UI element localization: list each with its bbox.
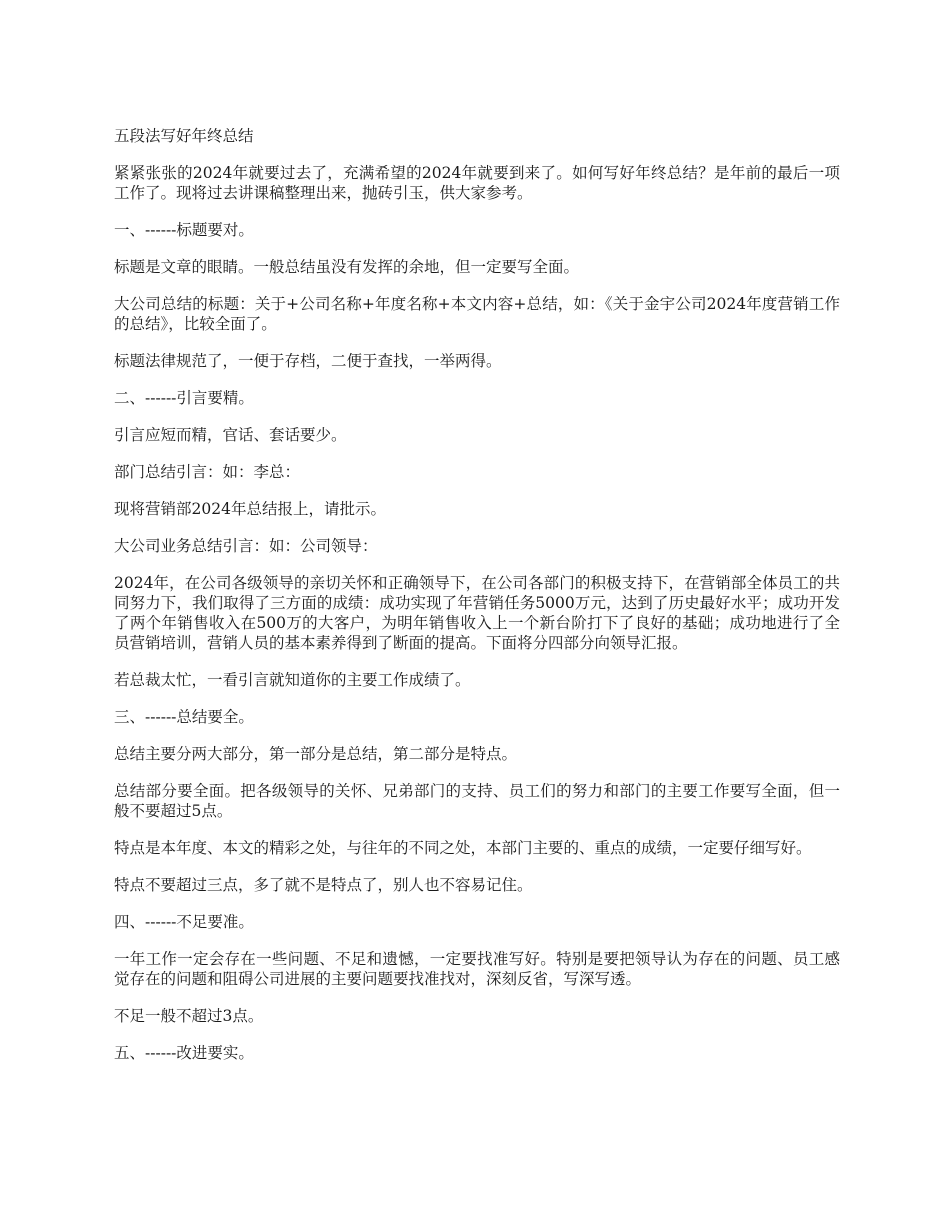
paragraph: 总结主要分两大部分，第一部分是总结，第二部分是特点。 <box>114 745 518 763</box>
paragraph: 特点不要超过三点，多了就不是特点了，别人也不容易记住。 <box>114 876 533 894</box>
paragraph: 引言应短而精，官话、套话要少。 <box>114 426 347 444</box>
paragraph: 大公司总结的标题：关于+公司名称+年度名称+本文内容+总结，如：《关于金宇公司2024年度营销工作的总结》，比较全面了。 <box>114 295 840 333</box>
section-heading-3: 三、------总结要全。 <box>114 708 254 726</box>
paragraph: 标题是文章的眼睛。一般总结虽没有发挥的余地，但一定要写全面。 <box>114 258 580 276</box>
paragraph: 若总裁太忙，一看引言就知道你的主要工作成绩了。 <box>114 671 471 689</box>
section-heading-4: 四、------不足要准。 <box>114 913 254 931</box>
paragraph-intro: 紧紧张张的2024年就要过去了，充满希望的2024年就要到来了。如何写好年终总结？是年前的最后一项工作了。现将过去讲课稿整理出来，抛砖引玉，供大家参考。 <box>114 164 840 202</box>
paragraph: 大公司业务总结引言：如：公司领导： <box>114 537 378 555</box>
section-heading-2: 二、------引言要精。 <box>114 389 254 407</box>
document-title: 五段法写好年终总结 <box>114 127 254 145</box>
paragraph: 标题法律规范了，一便于存档，二便于查找，一举两得。 <box>114 352 502 370</box>
paragraph: 特点是本年度、本文的精彩之处，与往年的不同之处，本部门主要的、重点的成绩，一定要仔细写好。 <box>114 839 812 857</box>
paragraph: 不足一般不超过3点。 <box>114 1007 264 1025</box>
paragraph: 部门总结引言：如：李总： <box>114 463 301 481</box>
paragraph: 现将营销部2024年总结报上，请批示。 <box>114 500 386 518</box>
document-body <box>114 126 840 1080</box>
section-heading-5: 五、------改进要实。 <box>114 1044 254 1062</box>
section-heading-1: 一、------标题要对。 <box>114 221 254 239</box>
paragraph: 总结部分要全面。把各级领导的关怀、兄弟部门的支持、员工们的努力和部门的主要工作要写全面，但一般不要超过5点。 <box>114 782 840 820</box>
paragraph: 一年工作一定会存在一些问题、不足和遗憾，一定要找准写好。特别是要把领导认为存在的问题、员工感觉存在的问题和阻碍公司进展的主要问题要找准找对，深刻反省，写深写透。 <box>114 950 840 988</box>
paragraph: 2024年，在公司各级领导的亲切关怀和正确领导下，在公司各部门的积极支持下，在营销部全体员工的共同努力下，我们取得了三方面的成绩：成功实现了年营销任务5000万元，达到了历史最好水平；成功开发了两个年销售收入在500万的大客户，为明年销售收入上一个新台阶打下了良好的基础；成功地进行了全员营销培训，营销人员的基本素养得到了断面的提高。下面将分四部分向领导汇报。 <box>114 574 840 652</box>
